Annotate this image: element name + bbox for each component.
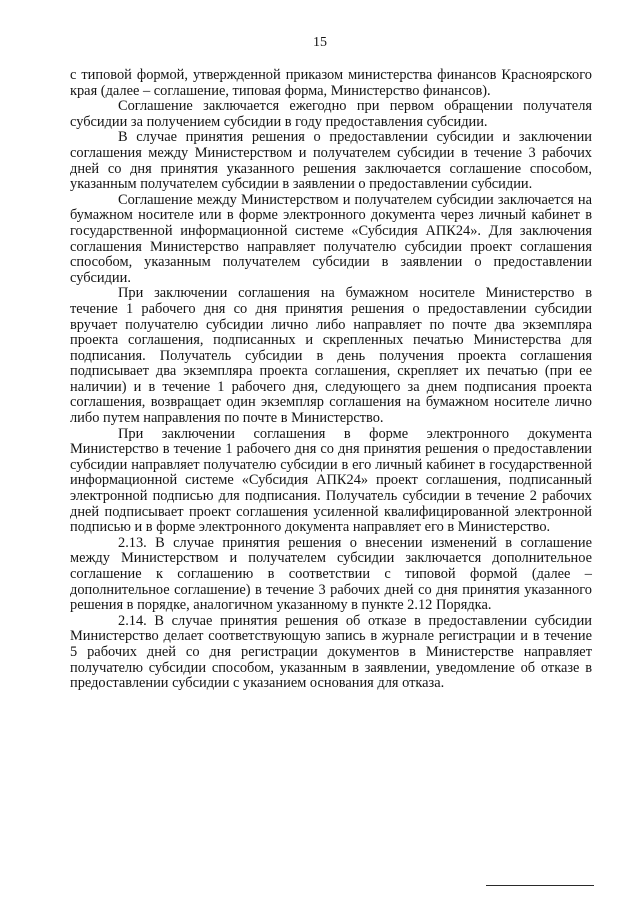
- page-number: 15: [313, 35, 327, 50]
- paragraph-paper-agreement: При заключении соглашения на бумажном носителе Министерство в течение 1 рабочего дня со дня принятия решения о предоставлении субсидии вручает получателю субсидии лично либо направляет по почте два экземпляра проекта соглашения, подписанных и скрепленных печатью Министерства для подписания. Получатель субсидии в день получения проекта соглашения подписывает два экземпляра проекта соглашения, скрепляет их печатью (при ее наличии) и в течение 1 рабочего дня, следующего за днем подписания проекта соглашения, возвращает один экземпляр соглашения на бумажном носителе лично либо путем направления по почте в Министерство.: [70, 285, 592, 427]
- paragraph-clause-2-13: 2.13. В случае принятия решения о внесении изменений в соглашение между Министерством и получателем субсидии заключается дополнительное соглашение к соглашению в соответствии с типовой формой (далее – дополнительное соглашение) в течение 3 рабочих дней со дня принятия указанного решения в порядке, аналогичном указанному в пункте 2.12 Порядка.: [70, 534, 592, 614]
- paragraph-agreement-annual: Соглашение заключается ежегодно при первом обращении получателя субсидии за получением субсидии в году предоставления субсидии.: [70, 98, 592, 130]
- document-body: [70, 68, 592, 692]
- paragraph-electronic-agreement: При заключении соглашения в форме электронного документа Министерство в течение 1 рабочего дня со дня принятия решения о предоставлении субсидии направляет получателю субсидии в его личный кабинет в государственной информационной системе «Субсидия АПК24» проект соглашения, подписанный электронной подписью для подписания. Получатель субсидии в течение 2 рабочих дней подписывает проект соглашения усиленной квалифицированной электронной подписью и в форме электронного документа направляет его в Министерство.: [70, 425, 592, 536]
- footer-rule: [486, 885, 594, 886]
- paragraph-continuation: с типовой формой, утвержденной приказом министерства финансов Красноярского края (далее – соглашение, типовая форма, Министерство финансов).: [70, 67, 592, 99]
- paragraph-clause-2-14: 2.14. В случае принятия решения об отказе в предоставлении субсидии Министерство делает соответствующую запись в журнале регистрации и в течение 5 рабочих дней со дня регистрации документов в Министерстве направляет получателю субсидии способом, указанным в заявлении, уведомление об отказе в предоставлении субсидии с указанием основания для отказа.: [70, 612, 592, 692]
- paragraph-agreement-form: Соглашение между Министерством и получателем субсидии заключается на бумажном носителе или в форме электронного документа через личный кабинет в государственной информационной системе «Субсидия АПК24». Для заключения соглашения Министерство направляет получателю субсидии проект соглашения способом, указанным получателем субсидии в заявлении о предоставлении субсидии.: [70, 191, 592, 286]
- paragraph-decision-conclusion: В случае принятия решения о предоставлении субсидии и заключении соглашения между Министерством и получателем субсидии в течение 3 рабочих дней со дня принятия указанного решения заключается соглашение способом, указанным получателем субсидии в заявлении о предоставлении субсидии.: [70, 129, 592, 193]
